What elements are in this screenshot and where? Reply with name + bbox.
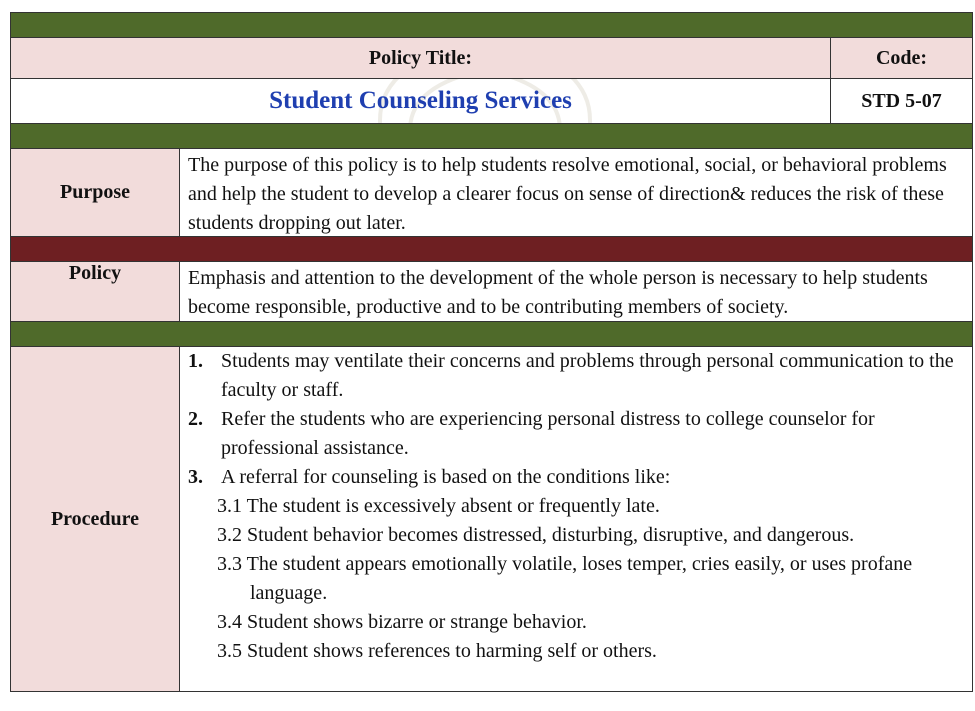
- sublist-item: 3.3 The student appears emotionally volatile, loses temper, cries easily, or uses profane language.: [217, 553, 913, 604]
- policy-row: [11, 261, 972, 321]
- header-row: [11, 37, 972, 78]
- sublist-item: 3.5 Student shows references to harming self or others.: [217, 640, 657, 662]
- list-item: [188, 347, 964, 405]
- purpose-text: The purpose of this policy is to help students resolve emotional, social, or behavioral problems and help the student to develop a clearer focus on sense of direction& reduces the risk of these students dropping out later.: [188, 154, 947, 234]
- policy-title: Student Counseling Services: [11, 79, 831, 123]
- policy-code: STD 5-07: [861, 89, 942, 112]
- procedure-sublist: [188, 492, 964, 666]
- code-label: Code:: [875, 46, 928, 69]
- list-number: 2.: [188, 408, 203, 430]
- top-green-band: [11, 12, 972, 37]
- policy-document-table: [10, 12, 973, 692]
- list-item: [188, 463, 964, 492]
- maroon-band-separator: [11, 236, 972, 261]
- policy-content: [180, 262, 972, 321]
- list-text: Refer the students who are experiencing personal distress to college counselor for professional assistance.: [221, 408, 875, 459]
- procedure-list: [188, 347, 964, 492]
- procedure-row: [11, 346, 972, 691]
- purpose-content: [180, 149, 972, 236]
- sublist-item: 3.4 Student shows bizarre or strange behavior.: [217, 611, 587, 633]
- green-band-separator: [11, 123, 972, 148]
- title-row: [11, 78, 972, 123]
- policy-label: Policy: [11, 262, 180, 321]
- procedure-label: Procedure: [11, 347, 180, 691]
- purpose-row: [11, 148, 972, 236]
- sublist-item: 3.1 The student is excessively absent or frequently late.: [217, 495, 660, 517]
- list-number: 3.: [188, 466, 203, 488]
- list-item: [188, 405, 964, 463]
- list-number: 1.: [188, 350, 203, 372]
- procedure-content: [180, 347, 972, 691]
- green-band-separator-2: [11, 321, 972, 346]
- purpose-label: Purpose: [11, 149, 180, 236]
- list-text: A referral for counseling is based on the conditions like:: [221, 466, 671, 488]
- sublist-item: 3.2 Student behavior becomes distressed, disturbing, disruptive, and dangerous.: [217, 524, 855, 546]
- list-text: Students may ventilate their concerns and problems through personal communication to the faculty or staff.: [221, 350, 954, 401]
- policy-title-label: Policy Title:: [11, 38, 831, 78]
- policy-text: Emphasis and attention to the development of the whole person is necessary to help students become responsible, productive and to be contributing members of society.: [188, 267, 928, 318]
